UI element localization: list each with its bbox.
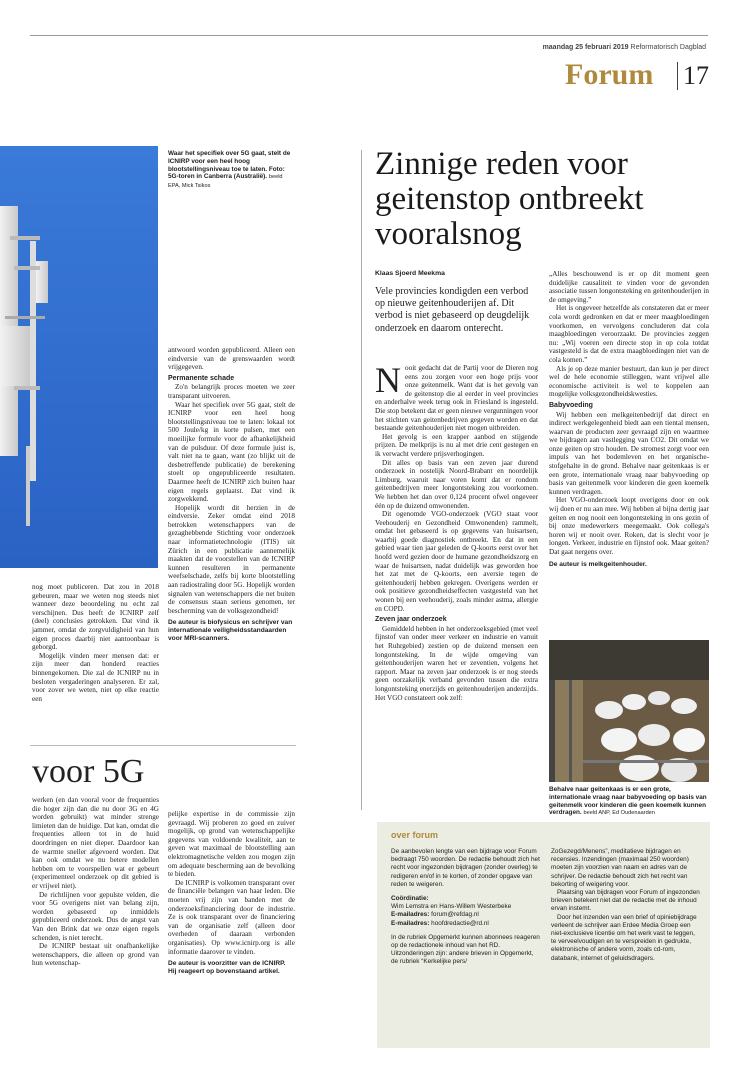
subheading: Babyvoeding [549,401,593,409]
paragraph: De richtlijnen voor gepulste velden, die voor 5G overigens niet van belang zijn, worden gebaseerd op inmiddels gepubliceerd onderzoek. Dus de angst van Van den Brink dat we onze eigen regels schenden, is niet terecht. [32,890,159,942]
info-box-title: over forum [391,830,439,840]
paragraph: Gemiddeld hebben in het onderzoeksgebied (met veel fijnstof van onder meer verkeer en industrie en vanuit het Ruhrgebied) zestien op de duizend mensen een longontsteking. In de wijde omgeving van geitenhouderijen waren het er zeventien, volgens het rapport. Maar na zeven jaar onderzoek is er nog steeds geen oorzakelijk verband gevonden tussen die extra longontsteking enerzijds en geitenhouderijen anderzijds. Het VGO constateert ook zelf: [375,624,538,702]
coord-label: Coördinatie: [391,895,429,903]
section-title: Forum [565,58,654,91]
paragraph: De ICNIRP is volkomen transparant over de financiële belangen van haar leden. Die moeten vrij zijn van banden met de onderzoeksfinanciering door de industrie. Ze is ook transparant over de financiering van de organisatie zelf (alleen door overheden of daaraan verbonden organisaties). Op www.icnirp.org is alle informatie daarover te vinden. [168,878,295,956]
paragraph: ooit gedacht dat de Partij voor de Dieren nog eens zou zorgen voor een hoge prijs voor onze geitenmelk. Want dat is het gevolg van de geitenstop die al eerder in veel provincies en anderhalve week terug ook in Friesland is ingesteld. Die stop betekent dat er geen nieuwe vergunningen voor het stichten van geitenbedrijven gegeven worden en dat bestaande geitenhouderijen niet mogen uitbreiden. [375,364,538,433]
paragraph: Hopelijk wordt dit herzien in de eindversie. Zeker omdat eind 2018 betrokken wetenschappers van de gezaghebbende Stichting voor onderzoek naar informatietechnologie (ITIS) uit Zürich in een publicatie aannemelijk maakten dat de voorstellen van de ICNIRP kunnen resulteren in permanente weefselschade, zelfs bij korte blootstelling aan radiostraling door 5G. Hopelijk worden signalen van wetenschappers die net buiten de consensus staan serieus genomen, ter bescherming van de volksgezondheid! [168,503,295,615]
left-article-col1 [32,583,159,703]
goat-photo [549,640,709,782]
info-box-col1 [391,848,541,967]
paragraph: Plaatsing van bijdragen voor Forum of ingezonden brieven betekent niet dat de redactie met de inhoud ervan instemt. [551,889,700,913]
paragraph: Door het inzenden van een brief of opiniebijdrage verleent de schrijver aan Erdee Media Groep een niet-exclusieve licentie om het werk vast te leggen, te verveelvoudigen en te verspreiden in gedrukte, elektronische of andere vorm, zoals cd-rom, databank, internet of geluidsdragers. [551,913,697,962]
right-article-intro: Vele provincies kondigden een verbod op nieuwe geitenhouderijen af. Dit verbod is niet gebaseerd op deugdelijk onderzoek en daarom onterecht. [375,286,530,334]
paragraph: werken (en dan vooral voor de frequenties die hoger zijn dan die nu door 3G en 4G worden gebruikt) wat minder strenge limieten dan de huidige. Dat kan, omdat die frequenties alleen tot in de huid doordringen en niet dieper. Daardoor kan de warmte sneller afgevoerd worden. Dat kan ook omdat we nu betere modellen hebben om te voorspellen wat er gebeurt (experimenteel onderzoek op dit gebied is er vrijwel niet). [32,796,159,890]
right-article-author: Klaas Sjoerd Meekma [375,270,445,277]
paragraph: Het VGO-onderzoek loopt overigens door en ook wij doen er nu aan mee. Wij hebben al bijna dertig jaar geiten en nog nooit een longontsteking in ons gezin of bij onze medewerkers meegemaakt. Ook collega's horen wij er nooit over. Roken, dat is slecht voor je longen. Verkeer, industrie en fijnstof ook. Maar geiten? Dat gaat nergens over. [549,496,709,556]
left-article-col2 [168,346,295,643]
goat-photo-caption [549,786,711,818]
paragraph: Wij hebben een melkgeitenbedrijf dat direct en indirect werkgelegenheid biedt aan een tiental mensen, waarvan de producten zeer gevraagd zijn en waarmee we bijdragen aan vastlegging van CO2. Dit omdat we onze geiten op stro houden. De stromest zorgt voor een impuls van het bodemleven en het organische-stofgehalte in de grond. Behalve naar geitenkaas is er een grote, internationale vraag naar babyvoeding op basis van geitenmelk voor kinderen die geen koemelk kunnen verdragen. [549,410,709,496]
subheading: Permanente schade [168,374,235,382]
info-box-col2 [551,848,701,963]
paragraph: nog moet publiceren. Dat zou in 2018 gebeuren, maar we weten nog steeds niet wanneer deze beoordeling nu echt zal verschijnen. Dus heeft de ICNIRP zelf (deel) conclusies getrokken. Dat vind ik jammer, omdat de zorgvuldigheid van hun eigen proces daarbij niet aantoonbaar is geborgd. [32,583,159,652]
paper-name: Reformatorisch Dagblad [630,44,706,51]
paragraph: In de rubriek Opgemerkt kunnen abonnees reageren op de redactionele inhoud van het RD. Uitzonderingen zijn: andere brieven in Opgemerkt, de rubriek “Kerkelijke pers/ [391,933,540,966]
author-note: De auteur is biofysicus en schrijver van internationale veiligheidsstandaarden voor MRI-scanners. [168,619,293,643]
goat-photo-credit: beeld ANP, Ed Oudenaarden [583,810,655,817]
email-label: E-mailadres: [391,919,430,927]
email-label: E-mailadres: [391,911,430,919]
page-number: 17 [683,61,709,90]
article-title-5g: voor 5G [32,753,145,790]
header-dateline [543,44,706,51]
paragraph: Het is ongeveer hetzelfde als constateren dat er meer cola wordt gedronken en dat er meer maagbloedingen voorkomen, en vervolgens concluderen dat cola maagbloedingen veroorzaakt. De provincies zeggen nu: „Wij voeren een directe stop in op cola totdat vastgesteld is dat de extra maagbloedingen niet van de cola komen.” [549,304,709,364]
paragraph: pelijke expertise in de commissie zijn gevraagd. Wij proberen zo goed en zuiver mogelijk, op grond van wetenschappelijke gegevens van voldoende kwaliteit, aan te geven wat maximaal de blootstelling aan elektromagnetische velden zou mogen zijn om adequate bescherming aan de bevolking te bieden. [168,810,295,879]
paragraph: ZoGezegd/Menens”, meditatieve bijdragen en recensies. Inzendingen (maximaal 250 woorden) moeten zijn voorzien van naam en adres van de schrijver. De redactie behoudt zich het recht van bekorting of weigering voor. [551,848,689,888]
bottom-left-col1 [32,796,159,968]
paragraph: De ICNIRP bestaat uit onafhankelijke wetenschappers, die alleen op grond van hun wetenschap- [32,942,159,968]
email-editor-link[interactable]: hoofdredactie@rd.nl [431,919,489,927]
bottom-left-col2 [168,810,295,976]
paragraph: Dit ogenomde VGO-onderzoek (VGO staat voor Veehouderij en Gezondheid Omwonenden) rammelt, omdat het gebaseerd is op gegevens van huisartsen, waarbij goede diagnostiek ontbreekt. En dat in een gebied waar tien jaar geleden de Q-koorts eerst over het hoofd werd gezien door de humane gezondheidszorg en waar de huisartsen, nadat duidelijk was geworden hoe het zat met de Q-koorts, een aversie tegen de geitenhouderij hebben gekregen. Overigens werden er ook positieve gezondheidseffecten vastgesteld van het wonen bij een veehouderij, zoals minder astma, allergie en COPD. [375,510,538,613]
coord-names: Wim Lemstra en Hans-Willem Westerbeke [391,903,512,911]
paragraph: Mogelijk vinden meer mensen dat: er zijn meer dan honderd reacties binnengekomen. Die zal de ICNIRP nu in besloten vergaderingen analyseren. Er zal, voor zover we weten, niet op elke reactie een [32,651,159,703]
paragraph: Het gevolg is een krapper aanbod en stijgende prijzen. De melkprijs is nu al met drie cent gestegen en ik verwacht verdere prijsverhogingen. [375,432,538,458]
author-note: De auteur is voorzitter van de ICNIRP. Hij reageert op bovenstaand artikel. [168,960,286,976]
paragraph: antwoord worden gepubliceerd. Alleen een eindversie van de grenswaarden wordt vrijgegeven. [168,346,295,372]
header-divider [677,62,678,90]
tower-caption-text: Waar het specifiek over 5G gaat, stelt de ICNIRP voor een heel hoog blootstellingsniveau toe te laten. Foto: 5G-toren in Canberra (Australië). [168,150,291,181]
paragraph: Zo'n belangrijk proces moeten we zeer transparant uitvoeren. [168,383,295,400]
paragraph: De aanbevolen lengte van een bijdrage voor Forum bedraagt 750 woorden. De redactie behoudt zich het recht voor ingezonden bijdragen (zonder overleg) te redigeren en/of in te korten, of zonder opgave van reden te weigeren. [391,848,540,888]
tower-photo-caption [168,150,293,191]
email-forum-link[interactable]: forum@refdag.nl [431,911,479,919]
issue-date: maandag 25 februari 2019 [542,44,629,51]
subheading: Zeven jaar onderzoek [375,616,447,624]
cell-tower-photo [0,146,158,568]
right-article-col1 [375,360,538,702]
tower-photo-credit: beeld EPA, Mick Tsikos [168,174,283,190]
dropcap: N [375,360,401,400]
author-note: De auteur is melkgeitenhouder. [549,560,647,568]
over-forum-box [377,822,710,1048]
goat-caption-text: Behalve naar geitenkaas is er een grote, internationale vraag naar babyvoeding op basis van geitenmelk voor kinderen die geen koemelk kunnen verdragen. [549,786,707,817]
paragraph: Waar het specifiek over 5G gaat, stelt de ICNIRP voor een heel hoog blootstellingsniveau toe te laten: lokaal tot 500 Joule/kg in korte pulsen, met een moeilijke formule voor de afhankelijkheid van de pulsduur. Of deze formule juist is, valt niet na te gaan, want (zo blijkt uit de desbetreffende publicatie) de berekening stoelt op ongepubliceerde resultaten. Daarmee heeft de ICNIRP zich buiten haar eigen regels geplaatst. Dat vind ik zorgwekkend. [168,400,295,504]
paragraph: Als je op deze manier bestuurt, dan kun je per direct wel de hele economie stilleggen, want vrijwel alle economische activiteit is wel te koppelen aan mogelijke volksgezondheidskwesties. [549,364,709,399]
right-article-col2 [549,270,709,569]
paragraph: „Alles beschouwend is er op dit moment geen duidelijke causaliteit te vinden voor de gevonden associatie tussen longontsteking en geitenhouderijen in de omgeving.” [549,270,709,304]
right-article-title: Zinnige reden voor geitenstop ontbreekt vooralsnog [375,146,644,252]
paragraph: Dit alles op basis van een zeven jaar durend onderzoek in oostelijk Noord-Brabant en noordelijk Limburg, waaruit naar voren komt dat er rondom geitenbedrijven meer longontsteking zou voorkomen. We hebben het dan over 0,124 procent ofwel ongeveer één op de duizend omwonenden. [375,458,538,510]
